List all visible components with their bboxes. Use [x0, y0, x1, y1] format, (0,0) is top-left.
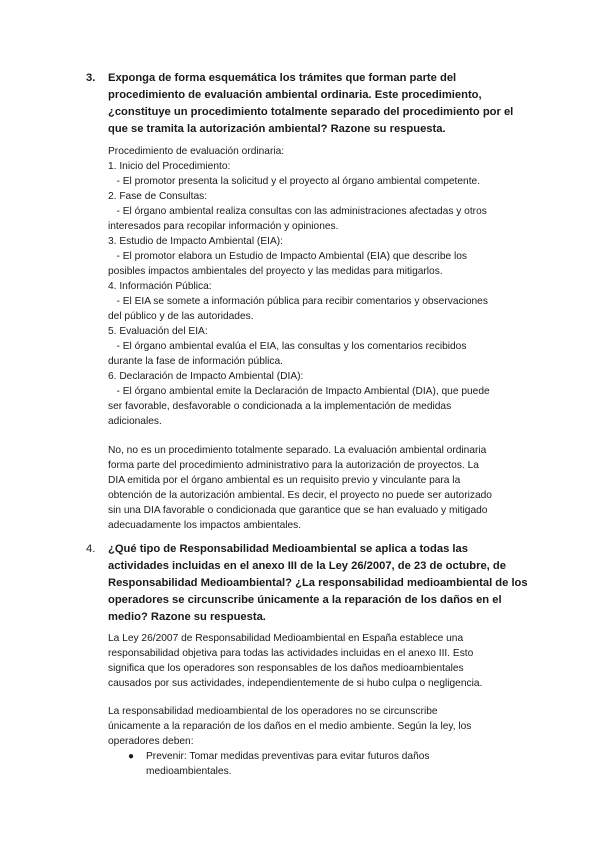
paragraph-line: significa que los operadores son responsables de los daños medioambientales: [108, 663, 464, 674]
answer-line: 4. Información Pública:: [108, 281, 212, 292]
question-line: medio? Razone su respuesta.: [108, 611, 266, 623]
paragraph-line: operadores deben:: [108, 736, 194, 747]
answer-line: - El promotor presenta la solicitud y el proyecto al órgano ambiental competente.: [108, 176, 481, 187]
answer-line: adicionales.: [108, 416, 162, 427]
answer-line: 6. Declaración de Impacto Ambiental (DIA):: [108, 371, 304, 382]
conclusion-line: forma parte del procedimiento administrativo para la autorización de proyectos. La: [108, 460, 479, 471]
question-line: ¿Qué tipo de Responsabilidad Medioambiental se aplica a todas las: [108, 543, 468, 555]
question-line: que se tramita la autorización ambiental? Razone su respuesta.: [108, 123, 446, 135]
answer-line: - El promotor elabora un Estudio de Impacto Ambiental (EIA) que describe los: [108, 251, 468, 262]
conclusion-line: obtención de la autorización ambiental. Es decir, el proyecto no puede ser autorizado: [108, 490, 492, 501]
answer-line: posibles impactos ambientales del proyecto y las medidas para mitigarlos.: [108, 266, 443, 277]
conclusion-line: No, no es un procedimiento totalmente separado. La evaluación ambiental ordinaria: [108, 445, 487, 456]
answer-line: Procedimiento de evaluación ordinaria:: [108, 146, 285, 157]
paragraph-line: únicamente a la reparación de los daños en el medio ambiente. Según la ley, los: [108, 721, 472, 732]
answer-line: ser favorable, desfavorable o condicionada a la implementación de medidas: [108, 401, 452, 412]
conclusion-line: adecuadamente los impactos ambientales.: [108, 520, 302, 531]
conclusion-line: sin una DIA favorable o condicionada que garantice que se han evaluado y mitigado: [108, 505, 488, 516]
answer-line: 2. Fase de Consultas:: [108, 191, 208, 202]
answer-line: interesados para recopilar información y opiniones.: [108, 221, 339, 232]
bullet-icon: ●: [128, 751, 135, 762]
answer-line: 1. Inicio del Procedimiento:: [108, 161, 231, 172]
question-number: 3.: [86, 72, 96, 84]
answer-line: - El órgano ambiental emite la Declaración de Impacto Ambiental (DIA), que puede: [108, 386, 490, 397]
answer-line: - El EIA se somete a información pública para recibir comentarios y observaciones: [108, 296, 488, 307]
answer-line: del público y de las autoridades.: [108, 311, 254, 322]
paragraph-line: responsabilidad objetiva para todas las actividades incluidas en el anexo III. Esto: [108, 648, 474, 659]
conclusion-line: DIA emitida por el órgano ambiental es un requisito previo y vinculante para la: [108, 475, 461, 486]
question-line: operadores se circunscribe únicamente a la reparación de los daños en el: [108, 594, 502, 606]
answer-line: - El órgano ambiental realiza consultas con las administraciones afectadas y otros: [108, 206, 487, 217]
question-line: actividades incluidas en el anexo III de la Ley 26/2007, de 23 de octubre, de: [108, 560, 506, 572]
paragraph-line: La responsabilidad medioambiental de los operadores no se circunscribe: [108, 706, 438, 717]
question-line: ¿constituye un procedimiento totalmente separado del procedimiento por el: [108, 106, 514, 118]
answer-line: - El órgano ambiental evalúa el EIA, las consultas y los comentarios recibidos: [108, 341, 467, 352]
question-number: 4.: [86, 543, 96, 555]
bullet-line: medioambientales.: [146, 766, 232, 777]
question-line: Exponga de forma esquemática los trámites que forman parte del: [108, 72, 457, 84]
answer-line: 5. Evaluación del EIA:: [108, 326, 208, 337]
answer-line: 3. Estudio de Impacto Ambiental (EIA):: [108, 236, 283, 247]
answer-line: durante la fase de información pública.: [108, 356, 283, 367]
question-line: Responsabilidad Medioambiental? ¿La responsabilidad medioambiental de los: [108, 577, 528, 589]
paragraph-line: La Ley 26/2007 de Responsabilidad Medioambiental en España establece una: [108, 633, 464, 644]
question-line: procedimiento de evaluación ambiental ordinaria. Este procedimiento,: [108, 89, 482, 101]
paragraph-line: causados por sus actividades, independientemente de si hubo culpa o negligencia.: [108, 678, 483, 689]
bullet-line: Prevenir: Tomar medidas preventivas para evitar futuros daños: [146, 751, 430, 762]
